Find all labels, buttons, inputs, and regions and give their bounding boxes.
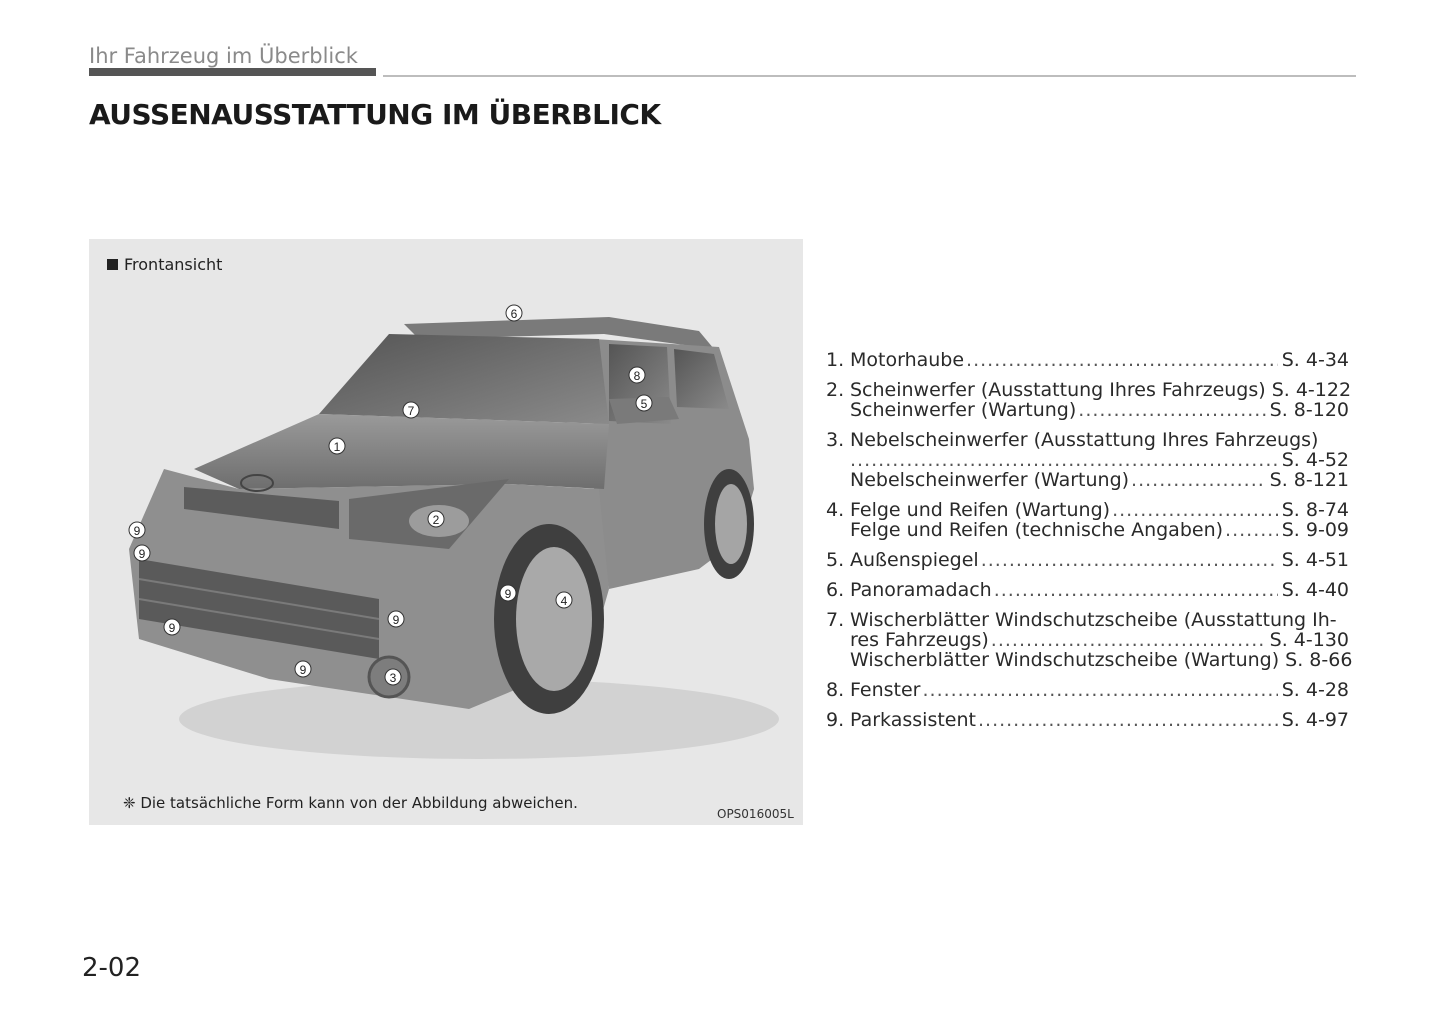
toc-number: 9. xyxy=(826,709,845,731)
toc-page: S. 9-09 xyxy=(1281,519,1349,541)
toc-page: S. 4-52 xyxy=(1281,449,1349,471)
svg-text:9: 9 xyxy=(168,621,176,635)
toc-text: Felge und Reifen (Wartung) xyxy=(850,499,1111,521)
toc-page: S. 4-34 xyxy=(1281,349,1349,371)
toc-text: Nebelscheinwerfer (Ausstattung Ihres Fahrzeugs) xyxy=(850,429,1319,451)
toc-text: Wischerblätter Windschutzscheibe (Wartung) xyxy=(850,649,1280,671)
toc-entry-2 xyxy=(826,379,1352,421)
toc-text: Scheinwerfer (Ausstattung Ihres Fahrzeugs) xyxy=(850,379,1266,401)
svg-text:7: 7 xyxy=(407,404,415,418)
callout-9f xyxy=(500,585,516,601)
toc-entry-5 xyxy=(826,550,1349,570)
toc-number: 5. xyxy=(826,549,845,571)
toc-number: 2. xyxy=(826,379,845,401)
toc-entry-1 xyxy=(826,350,1349,370)
running-head: Ihr Fahrzeug im Überblick xyxy=(89,44,358,68)
svg-text:9: 9 xyxy=(138,547,146,561)
toc-text: Motorhaube xyxy=(850,349,965,371)
svg-text:8: 8 xyxy=(633,369,641,383)
toc-text: Außenspiegel xyxy=(850,549,979,571)
toc-number: 7. xyxy=(826,609,845,631)
svg-text:9: 9 xyxy=(133,524,141,538)
toc-number: 1. xyxy=(826,349,845,371)
toc-entry-8 xyxy=(826,680,1349,700)
svg-text:9: 9 xyxy=(504,587,512,601)
figure-panel xyxy=(89,239,803,825)
toc-page: S. 4-51 xyxy=(1281,549,1349,571)
toc-text: Fenster xyxy=(850,679,921,701)
figure-caption-text: Frontansicht xyxy=(124,255,223,274)
header-rule-dark xyxy=(89,68,376,76)
callout-2 xyxy=(428,511,444,527)
toc-page: S. 8-74 xyxy=(1281,499,1349,521)
toc-number: 6. xyxy=(826,579,845,601)
callout-9e xyxy=(388,611,404,627)
toc-page: S. 4-97 xyxy=(1281,709,1349,731)
toc-page: S. 4-28 xyxy=(1281,679,1349,701)
callout-4 xyxy=(556,592,572,608)
callout-5 xyxy=(636,395,652,411)
svg-text:9: 9 xyxy=(392,613,400,627)
svg-text:6: 6 xyxy=(510,307,518,321)
toc-page: S. 4-40 xyxy=(1281,579,1349,601)
svg-text:5: 5 xyxy=(640,397,648,411)
svg-text:1: 1 xyxy=(333,440,341,454)
callout-layer xyxy=(89,239,803,825)
toc-number: 3. xyxy=(826,429,845,451)
svg-text:3: 3 xyxy=(389,671,397,685)
page-title: AUSSENAUSSTATTUNG IM ÜBERBLICK xyxy=(89,98,661,131)
toc-page: S. 8-66 xyxy=(1285,649,1353,671)
callout-7 xyxy=(403,402,419,418)
svg-text:2: 2 xyxy=(432,513,440,527)
toc-text: res Fahrzeugs) xyxy=(850,629,989,651)
toc-entry-9 xyxy=(826,710,1349,730)
callout-9c xyxy=(164,619,180,635)
toc-page: S. 4-130 xyxy=(1269,629,1349,651)
toc-text: Wischerblätter Windschutzscheibe (Ausstattung Ih- xyxy=(850,609,1337,631)
toc-text: Nebelscheinwerfer (Wartung) xyxy=(850,469,1130,491)
toc-text: Panoramadach xyxy=(850,579,992,601)
figure-code: OPS016005L xyxy=(717,807,794,821)
header-rule-light xyxy=(383,75,1356,77)
callout-6 xyxy=(506,305,522,321)
callout-8 xyxy=(629,367,645,383)
toc-text: Felge und Reifen (technische Angaben) xyxy=(850,519,1224,541)
toc-page: S. 4-122 xyxy=(1271,379,1352,401)
page-number: 2-02 xyxy=(82,953,142,983)
table-of-contents xyxy=(826,349,1353,740)
toc-number: 4. xyxy=(826,499,845,521)
toc-entry-3 xyxy=(826,430,1349,490)
callout-9a xyxy=(129,522,145,538)
callout-9d xyxy=(295,661,311,677)
toc-text: Parkassistent xyxy=(850,709,976,731)
toc-number: 8. xyxy=(826,679,845,701)
callout-9b xyxy=(134,545,150,561)
callout-3 xyxy=(385,669,401,685)
svg-text:9: 9 xyxy=(299,663,307,677)
svg-text:4: 4 xyxy=(560,594,568,608)
toc-page: S. 8-120 xyxy=(1269,399,1349,421)
figure-caption xyxy=(107,255,222,274)
figure-note: ❈ Die tatsächliche Form kann von der Abbildung abweichen. xyxy=(123,794,578,812)
toc-entry-4 xyxy=(826,500,1349,540)
callout-1 xyxy=(329,438,345,454)
square-bullet-icon xyxy=(107,259,118,270)
toc-entry-6 xyxy=(826,580,1349,600)
toc-text: Scheinwerfer (Wartung) xyxy=(850,399,1077,421)
toc-page: S. 8-121 xyxy=(1269,469,1349,491)
toc-entry-7 xyxy=(826,609,1353,671)
